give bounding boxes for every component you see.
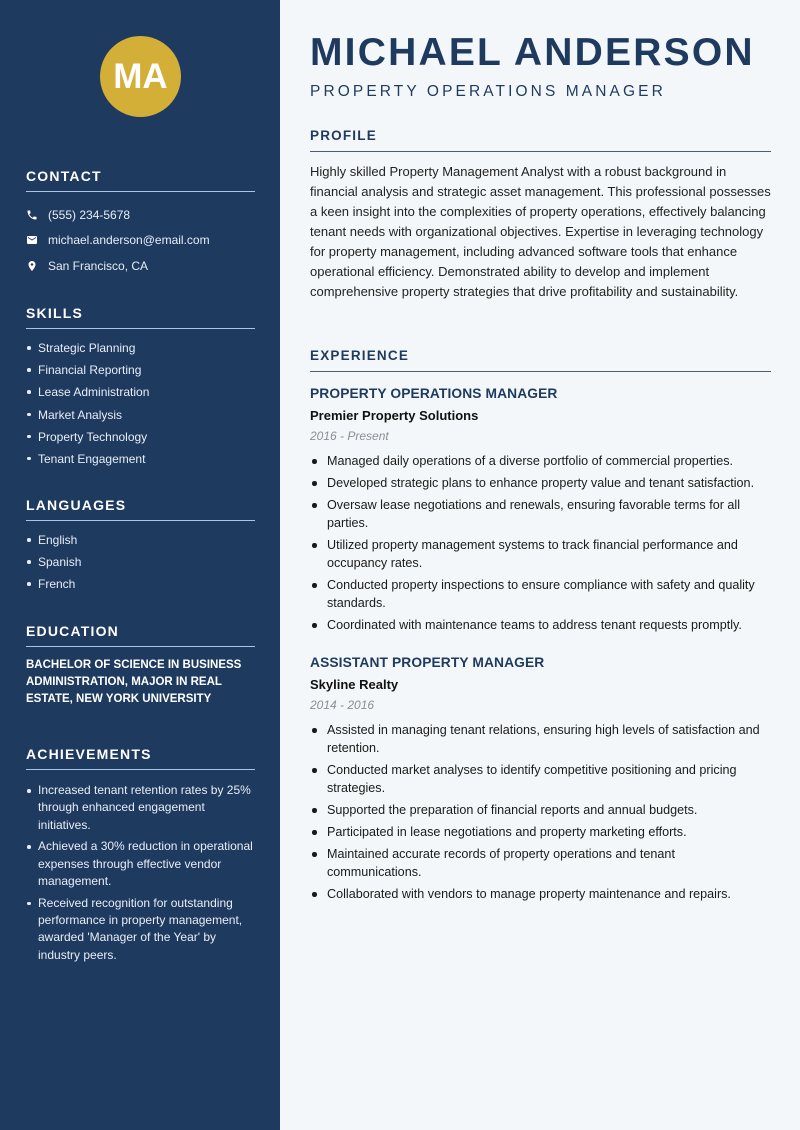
contact-heading: CONTACT (26, 168, 255, 192)
achievement-item: Received recognition for outstanding performance in property management, awarded 'Manager of the Year' by industry peers. (26, 895, 255, 964)
achievements-list (26, 782, 255, 964)
language-item: Spanish (26, 553, 255, 571)
education-section (26, 623, 255, 708)
job-bullet: Developed strategic plans to enhance property value and tenant satisfaction. (310, 474, 771, 492)
job-bullets (310, 452, 771, 634)
contact-email (26, 228, 255, 254)
profile-heading: PROFILE (310, 128, 771, 152)
skill-item: Property Technology (26, 428, 255, 446)
job-company: Skyline Realty (310, 677, 399, 692)
skills-heading: SKILLS (26, 305, 255, 329)
avatar (100, 36, 181, 117)
job-entry (310, 386, 771, 638)
profile-section (310, 128, 771, 302)
education-heading: EDUCATION (26, 623, 255, 647)
achievements-heading: ACHIEVEMENTS (26, 746, 255, 770)
education-degree: BACHELOR OF SCIENCE IN BUSINESS ADMINISTRATION, MAJOR IN REAL ESTATE, NEW YORK UNIVERSITY (26, 659, 242, 705)
location-text: San Francisco, CA (48, 258, 149, 273)
languages-list (26, 531, 255, 593)
skills-section (26, 305, 255, 472)
job-role: PROPERTY OPERATIONS MANAGER (310, 386, 558, 401)
phone-text[interactable]: (555) 234-5678 (48, 207, 131, 222)
job-bullet: Utilized property management systems to track financial performance and occupancy rates. (310, 536, 771, 572)
skill-item: Strategic Planning (26, 339, 255, 357)
email-icon (26, 234, 48, 246)
job-bullet: Participated in lease negotiations and property marketing efforts. (310, 823, 771, 841)
achievement-item: Achieved a 30% reduction in operational expenses through effective vendor management. (26, 838, 255, 890)
job-bullets (310, 721, 771, 903)
sidebar (0, 0, 280, 1130)
skill-item: Lease Administration (26, 383, 255, 401)
job-bullet: Coordinated with maintenance teams to address tenant requests promptly. (310, 616, 771, 634)
contact-phone (26, 202, 255, 228)
job-dates: 2014 - 2016 (310, 698, 375, 712)
location-pin-icon (26, 260, 48, 272)
achievements-section (26, 746, 255, 968)
avatar-initials: MA (113, 56, 168, 96)
email-text[interactable]: michael.anderson@email.com (48, 233, 210, 248)
experience-section (310, 348, 771, 372)
job-bullet: Supported the preparation of financial reports and annual budgets. (310, 801, 771, 819)
job-bullet: Managed daily operations of a diverse portfolio of commercial properties. (310, 452, 771, 470)
skill-item: Market Analysis (26, 406, 255, 424)
job-bullet: Conducted property inspections to ensure compliance with safety and quality standards. (310, 576, 771, 612)
skill-item: Financial Reporting (26, 361, 255, 379)
skills-list (26, 339, 255, 468)
language-item: French (26, 575, 255, 593)
experience-heading: EXPERIENCE (310, 348, 771, 372)
language-item: English (26, 531, 255, 549)
job-bullet: Maintained accurate records of property operations and tenant communications. (310, 845, 771, 881)
job-bullet: Collaborated with vendors to manage property maintenance and repairs. (310, 885, 771, 903)
skill-item: Tenant Engagement (26, 450, 255, 468)
contact-section (26, 168, 255, 279)
job-role: ASSISTANT PROPERTY MANAGER (310, 655, 545, 670)
profile-text: Highly skilled Property Management Analyst with a robust background in financial analysis and strategic asset management. This professional possesses a keen insight into the complexities of property operations, effectively balancing tenant needs with organizational objectives. Expertise in leveraging technology for property management, including advanced software tools that enhance operational efficiency. Demonstrated ability to develop and implement comprehensive property strategies that drive profitability and sustainability. (310, 164, 771, 299)
job-bullet: Assisted in managing tenant relations, ensuring high levels of satisfaction and retention. (310, 721, 771, 757)
candidate-name: MICHAEL ANDERSON (310, 31, 755, 74)
candidate-title: PROPERTY OPERATIONS MANAGER (310, 83, 666, 100)
job-entry (310, 655, 771, 907)
languages-heading: LANGUAGES (26, 497, 255, 521)
job-company: Premier Property Solutions (310, 408, 479, 423)
job-bullet: Conducted market analyses to identify competitive positioning and pricing strategies. (310, 761, 771, 797)
contact-location (26, 253, 255, 279)
achievement-item: Increased tenant retention rates by 25% through enhanced engagement initiatives. (26, 782, 255, 834)
contact-list (26, 202, 255, 279)
job-dates: 2016 - Present (310, 429, 389, 443)
phone-icon (26, 209, 48, 221)
languages-section (26, 497, 255, 598)
job-bullet: Oversaw lease negotiations and renewals, ensuring favorable terms for all parties. (310, 496, 771, 532)
